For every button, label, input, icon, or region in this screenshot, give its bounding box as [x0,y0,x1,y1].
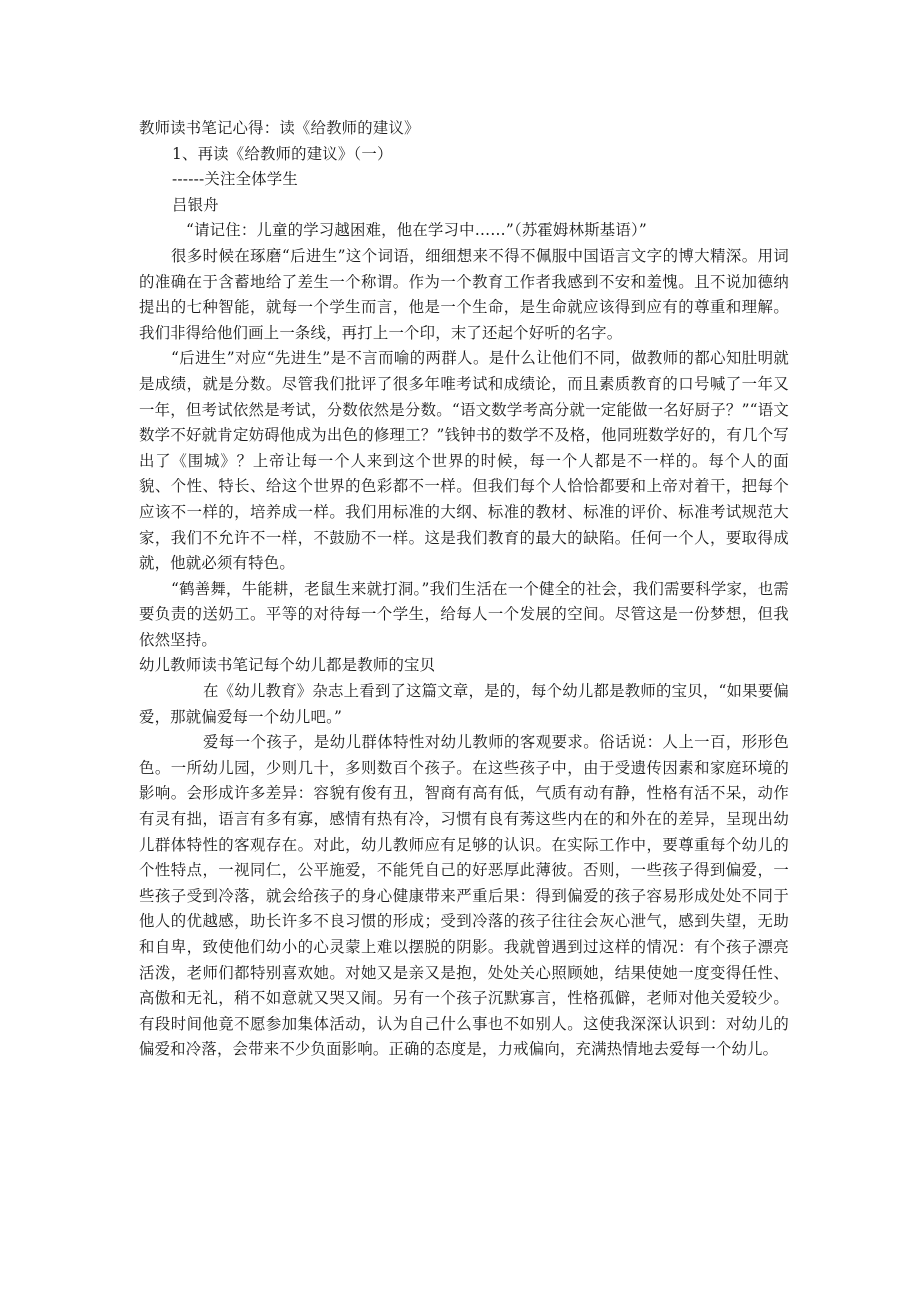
section2-paragraph-2: 爱每一个孩子，是幼儿群体特性对幼儿教师的客观要求。俗话说：人上一百，形形色色。一所幼儿园，少则几十，多则数百个孩子。在这些孩子中，由于受遗传因素和家庭环境的影响。会形成许多差异：容貌有俊有丑，智商有高有低，气质有动有静，性格有活不呆，动作有灵有拙，语言有多有寡，感情有热有冷，习惯有良有莠这些内在的和外在的差异，呈现出幼儿群体特性的客观存在。对此，幼儿教师应有足够的认识。在实际工作中，要尊重每个幼儿的个性特点，一视同仁，公平施爱，不能凭自己的好恶厚此薄彼。否则，一些孩子得到偏爱，一些孩子受到冷落，就会给孩子的身心健康带来严重后果：得到偏爱的孩子容易形成处处不同于他人的优越感，助长许多不良习惯的形成；受到冷落的孩子往往会灰心泄气，感到失望，无助和自卑，致使他们幼小的心灵蒙上难以摆脱的阴影。我就曾遇到过这样的情况：有个孩子漂亮活泼，老师们都特别喜欢她。对她又是亲又是抱，处处关心照顾她，结果使她一度变得任性、高傲和无礼，稍不如意就又哭又闹。另有一个孩子沉默寡言，性格孤僻，老师对他关爱较少。有段时间他竟不愿参加集体活动，认为自己什么事也不如别人。这使我深深认识到：对幼儿的偏爱和冷落，会带来不少负面影响。正确的态度是，力戒偏向，充满热情地去爱每一个幼儿。 [139,733,789,1059]
section1-heading: 1、再读《给教师的建议》（一） [172,144,393,163]
document-page [139,116,789,1063]
section2-heading: 幼儿教师读书笔记每个幼儿都是教师的宝贝 [139,656,436,675]
section1-subtitle: ------关注全体学生 [172,170,298,189]
section2-paragraph-1: 在《幼儿教育》杂志上看到了这篇文章，是的，每个幼儿都是教师的宝贝，“如果要偏爱，那就偏爱每一个幼儿吧。” [139,682,789,726]
document-title: 教师读书笔记心得：读《给教师的建议》 [139,119,420,137]
section1-author: 吕银舟 [172,195,219,214]
section1-paragraph-2: “后进生”对应“先进生”是不言而喻的两群人。是什么让他们不同，做教师的都心知肚明就是成绩，就是分数。尽管我们批评了很多年唯考试和成绩论，而且素质教育的口号喊了一年又一年，但考试依然是考试，分数依然是分数。“语文数学考高分就一定能做一名好厨子？”“语文数学不好就肯定妨碍他成为出色的修理工？”钱钟书的数学不及格，他同班数学好的，有几个写出了《围城》？上帝让每一个人来到这个世界的时候，每一个人都是不一样的。每个人的面貌、个性、特长、给这个世界的色彩都不一样。但我们每个人恰恰都要和上帝对着干，把每个应该不一样的，培养成一样。我们用标准的大纲、标准的教材、标准的评价、标准考试规范大家，我们不允许不一样，不鼓励不一样。这是我们教育的最大的缺陷。任何一个人，要取得成就，他就必须有特色。 [139,349,789,573]
section1-epigraph: “请记住：儿童的学习越困难，他在学习中……”（苏霍姆林斯基语）” [186,221,647,240]
section1-paragraph-1: 很多时候在琢磨“后进生”这个词语，细细想来不得不佩服中国语言文字的博大精深。用词的准确在于含蓄地给了差生一个称谓。作为一个教育工作者我感到不安和羞愧。且不说加德纳提出的七种智能，就每一个学生而言，他是一个生命，是生命就应该得到应有的尊重和理解。我们非得给他们画上一条线，再打上一个印，末了还起个好听的名字。 [139,246,789,342]
section1-paragraph-3: “鹤善舞，牛能耕，老鼠生来就打洞。”我们生活在一个健全的社会，我们需要科学家，也需要负责的送奶工。平等的对待每一个学生，给每人一个发展的空间。尽管这是一份梦想，但我依然坚持。 [139,579,789,649]
